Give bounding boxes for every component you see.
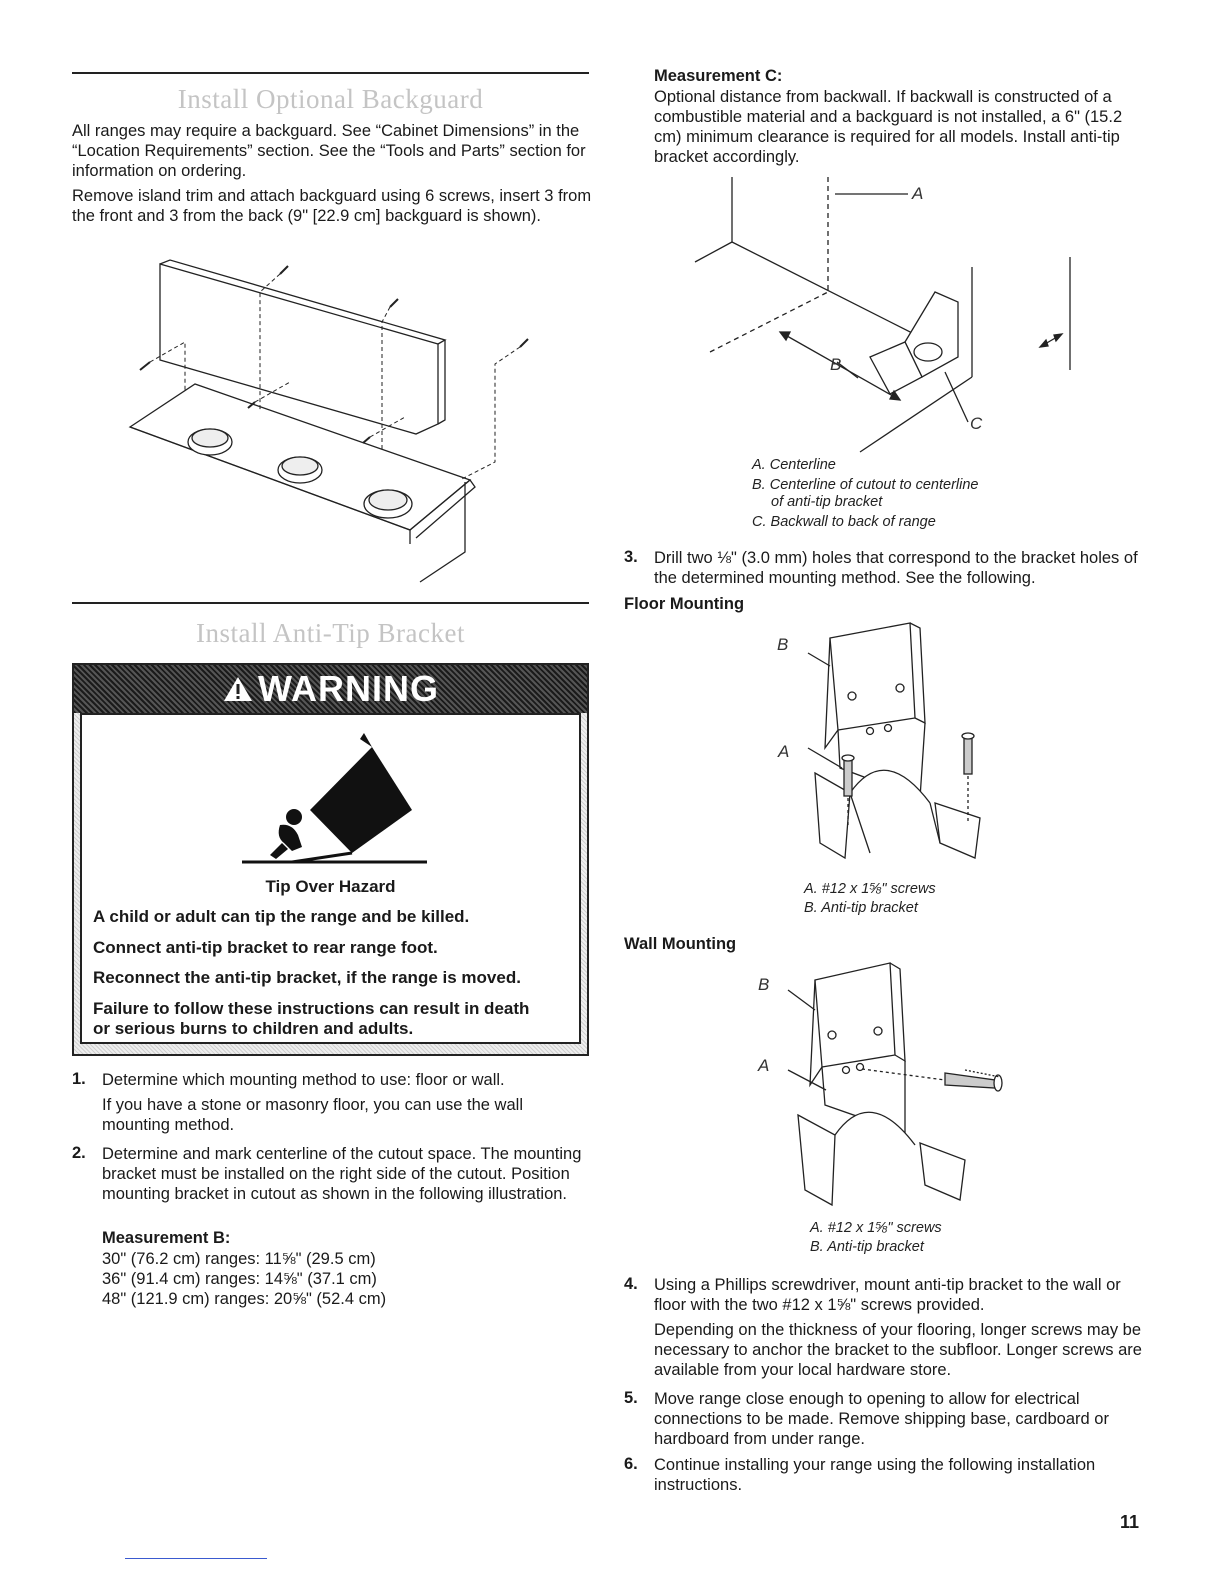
page-number: 11 bbox=[1120, 1512, 1140, 1532]
step-1-number: 1. bbox=[72, 1070, 86, 1088]
section-divider-antitip bbox=[72, 602, 589, 604]
section-divider-top bbox=[72, 72, 589, 74]
floor-mounting-heading: Floor Mounting bbox=[624, 595, 745, 613]
wall-label-a: A bbox=[758, 1056, 770, 1075]
measurement-c-label: Measurement C: bbox=[654, 67, 783, 85]
warning-line-1: A child or adult can tip the range and be killed. bbox=[93, 907, 470, 926]
backguard-illustration bbox=[120, 252, 560, 587]
step-1-text: Determine which mounting method to use: floor or wall. bbox=[102, 1071, 505, 1089]
step-1-note: If you have a stone or masonry floor, you can use the wall mounting method. bbox=[102, 1096, 523, 1134]
centerline-label-a: A bbox=[912, 184, 924, 203]
step-4-note: Depending on the thickness of your flooring, longer screws may be necessary to anchor the bracket to the subfloor. Longer screws are available from your local hardware store. bbox=[654, 1321, 1142, 1379]
step-6-number: 6. bbox=[624, 1455, 638, 1473]
centerline-caption-a: A. Centerline bbox=[752, 457, 836, 473]
wall-mounting-illustration bbox=[770, 955, 1020, 1217]
step-5-text: Move range close enough to opening to allow for electrical connections to be made. Remove shipping base, cardboard or hardboard from under range. bbox=[654, 1390, 1109, 1448]
warning-line-4: Failure to follow these instructions can result in death bbox=[93, 999, 530, 1018]
centerline-caption-b1: B. Centerline of cutout to centerline bbox=[752, 477, 979, 493]
floor-caption-b: B. Anti-tip bracket bbox=[804, 900, 918, 916]
warning-header-text: WARNING bbox=[258, 668, 439, 709]
centerline-illustration bbox=[690, 172, 1090, 462]
step-4-number: 4. bbox=[624, 1275, 638, 1293]
warning-title: Tip Over Hazard bbox=[265, 877, 396, 896]
backguard-paragraph-2: Remove island trim and attach backguard using 6 screws, insert 3 from the front and 3 from the back (9" [22.9 cm] backguard is shown). bbox=[72, 187, 592, 225]
warning-triangle-icon bbox=[222, 675, 254, 703]
wall-label-b: B bbox=[758, 975, 770, 994]
wall-caption-a: A. #12 x 1⅝" screws bbox=[810, 1220, 942, 1236]
floor-label-a: A bbox=[778, 742, 790, 761]
warning-box bbox=[72, 663, 589, 1056]
step-5-number: 5. bbox=[624, 1389, 638, 1407]
wall-caption-b: B. Anti-tip bracket bbox=[810, 1239, 924, 1255]
warning-header bbox=[74, 665, 587, 713]
measurement-b-label: Measurement B: bbox=[102, 1229, 231, 1247]
step-3-number: 3. bbox=[624, 548, 638, 566]
backguard-paragraph-1: All ranges may require a backguard. See “Cabinet Dimensions” in the “Location Requirements” section. See the “Tools and Parts” section for information on ordering. bbox=[72, 122, 586, 180]
tip-over-hazard-icon bbox=[232, 725, 432, 865]
wall-mounting-heading: Wall Mounting bbox=[624, 935, 737, 953]
antitip-heading: Install Anti-Tip Bracket bbox=[196, 618, 465, 648]
backguard-heading: Install Optional Backguard bbox=[177, 84, 484, 114]
footer-rule bbox=[125, 1558, 267, 1559]
warning-line-2: Connect anti-tip bracket to rear range foot. bbox=[93, 938, 438, 957]
floor-label-b: B bbox=[777, 635, 789, 654]
measurement-b-line-3: 48" (121.9 cm) ranges: 20⅝" (52.4 cm) bbox=[102, 1290, 387, 1308]
measurement-c-text: Optional distance from backwall. If backwall is constructed of a combustible material and a backguard is not installed, a 6" (15.2 cm) minimum clearance is required for all models. Install anti-tip bracket accordingly. bbox=[654, 88, 1123, 166]
warning-line-3: Reconnect the anti-tip bracket, if the range is moved. bbox=[93, 968, 521, 987]
warning-line-5: or serious burns to children and adults. bbox=[93, 1019, 414, 1038]
floor-caption-a: A. #12 x 1⅝" screws bbox=[804, 881, 936, 897]
measurement-b-line-2: 36" (91.4 cm) ranges: 14⅝" (37.1 cm) bbox=[102, 1270, 377, 1288]
centerline-caption-c: C. Backwall to back of range bbox=[752, 514, 936, 530]
step-2-text: Determine and mark centerline of the cutout space. The mounting bracket must be installed on the right side of the cutout. Position mounting bracket in cutout as shown in the following illustration. bbox=[102, 1145, 582, 1203]
step-2-number: 2. bbox=[72, 1144, 86, 1162]
step-4-text: Using a Phillips screwdriver, mount anti-tip bracket to the wall or floor with the two #12 x 1⅝" screws provided. bbox=[654, 1276, 1121, 1314]
step-3-text: Drill two ⅛" (3.0 mm) holes that correspond to the bracket holes of the determined mounting method. See the following. bbox=[654, 549, 1138, 587]
centerline-label-c: C bbox=[970, 414, 983, 433]
centerline-caption-b2: of anti-tip bracket bbox=[771, 494, 883, 510]
step-6-text: Continue installing your range using the following installation instructions. bbox=[654, 1456, 1096, 1494]
measurement-b-line-1: 30" (76.2 cm) ranges: 11⅝" (29.5 cm) bbox=[102, 1250, 376, 1268]
floor-mounting-illustration bbox=[790, 618, 1000, 874]
centerline-label-b: B bbox=[830, 355, 842, 374]
